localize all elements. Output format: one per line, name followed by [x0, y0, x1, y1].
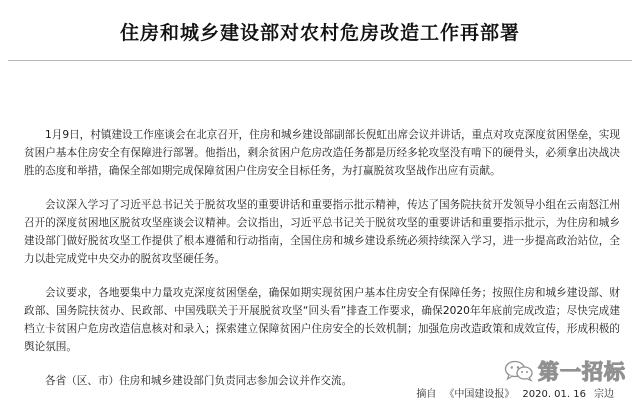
watermark	[504, 356, 626, 386]
paragraph-3: 会议要求，各地要集中力量攻克深度贫困堡垒，确保如期实现贫困户基本住房安全有保障任务；按照住房和城乡建设部、财政部、国务院扶贫办、民政部、中国残联关于开展脱贫攻坚“回头看”排查工作要求，确保2020年年底前完成改造；尽快完成建档立卡贫困户危房改造信息核对和录入；探索建立保障贫困户住房安全的长效机制；加强危房改造政策和成效宣传，形成积极的舆论氛围。	[24, 287, 620, 353]
paragraph-1: 1月9日，村镇建设工作座谈会在北京召开，住房和城乡建设部副部长倪虹出席会议并讲话，重点对攻克深度贫困堡垒，实现贫困户基本住房安全有保障进行部署。他指出，剩余贫困户危房改造任务都是历经多轮攻坚没有啃下的硬骨头，必须拿出决战决胜的态度和举措，确保全部如期完成保障贫困户住房安全目标任务，为打赢脱贫攻坚战作出应有贡献。	[24, 129, 620, 177]
source-prefix: 摘自	[416, 389, 437, 400]
wechat-icon	[504, 360, 534, 382]
source-signature	[408, 385, 614, 400]
paragraph-4: 各省（区、市）住房和城乡建设部门负责同志参加会议并作交流。	[45, 375, 353, 387]
article-title: 住房和城乡建设部对农村危房改造工作再部署	[119, 22, 520, 44]
paragraph-2: 会议深入学习了习近平总书记关于脱贫攻坚的重要讲话和重要指示批示精神，传达了国务院扶贫开发领导小组在云南怒江州召开的深度贫困地区脱贫攻坚座谈会议精神。会议指出，习近平总书记关于脱贫攻坚的重要讲话和重要指示批示，为住房和城乡建设部门做好脱贫攻坚工作提供了根本遵循和行动指南，全国住房和城乡建设系统必须持续深入学习，进一步提高政治站位，全力以赴完成党中央交办的脱贫攻坚硬任务。	[24, 199, 620, 265]
author-name: 宗边	[594, 389, 614, 400]
publish-date: 2020. 01. 16	[522, 389, 586, 400]
source-name: 《中国建设报》	[444, 389, 515, 400]
title-divider	[8, 60, 632, 61]
watermark-text: 第一招标	[538, 360, 626, 384]
